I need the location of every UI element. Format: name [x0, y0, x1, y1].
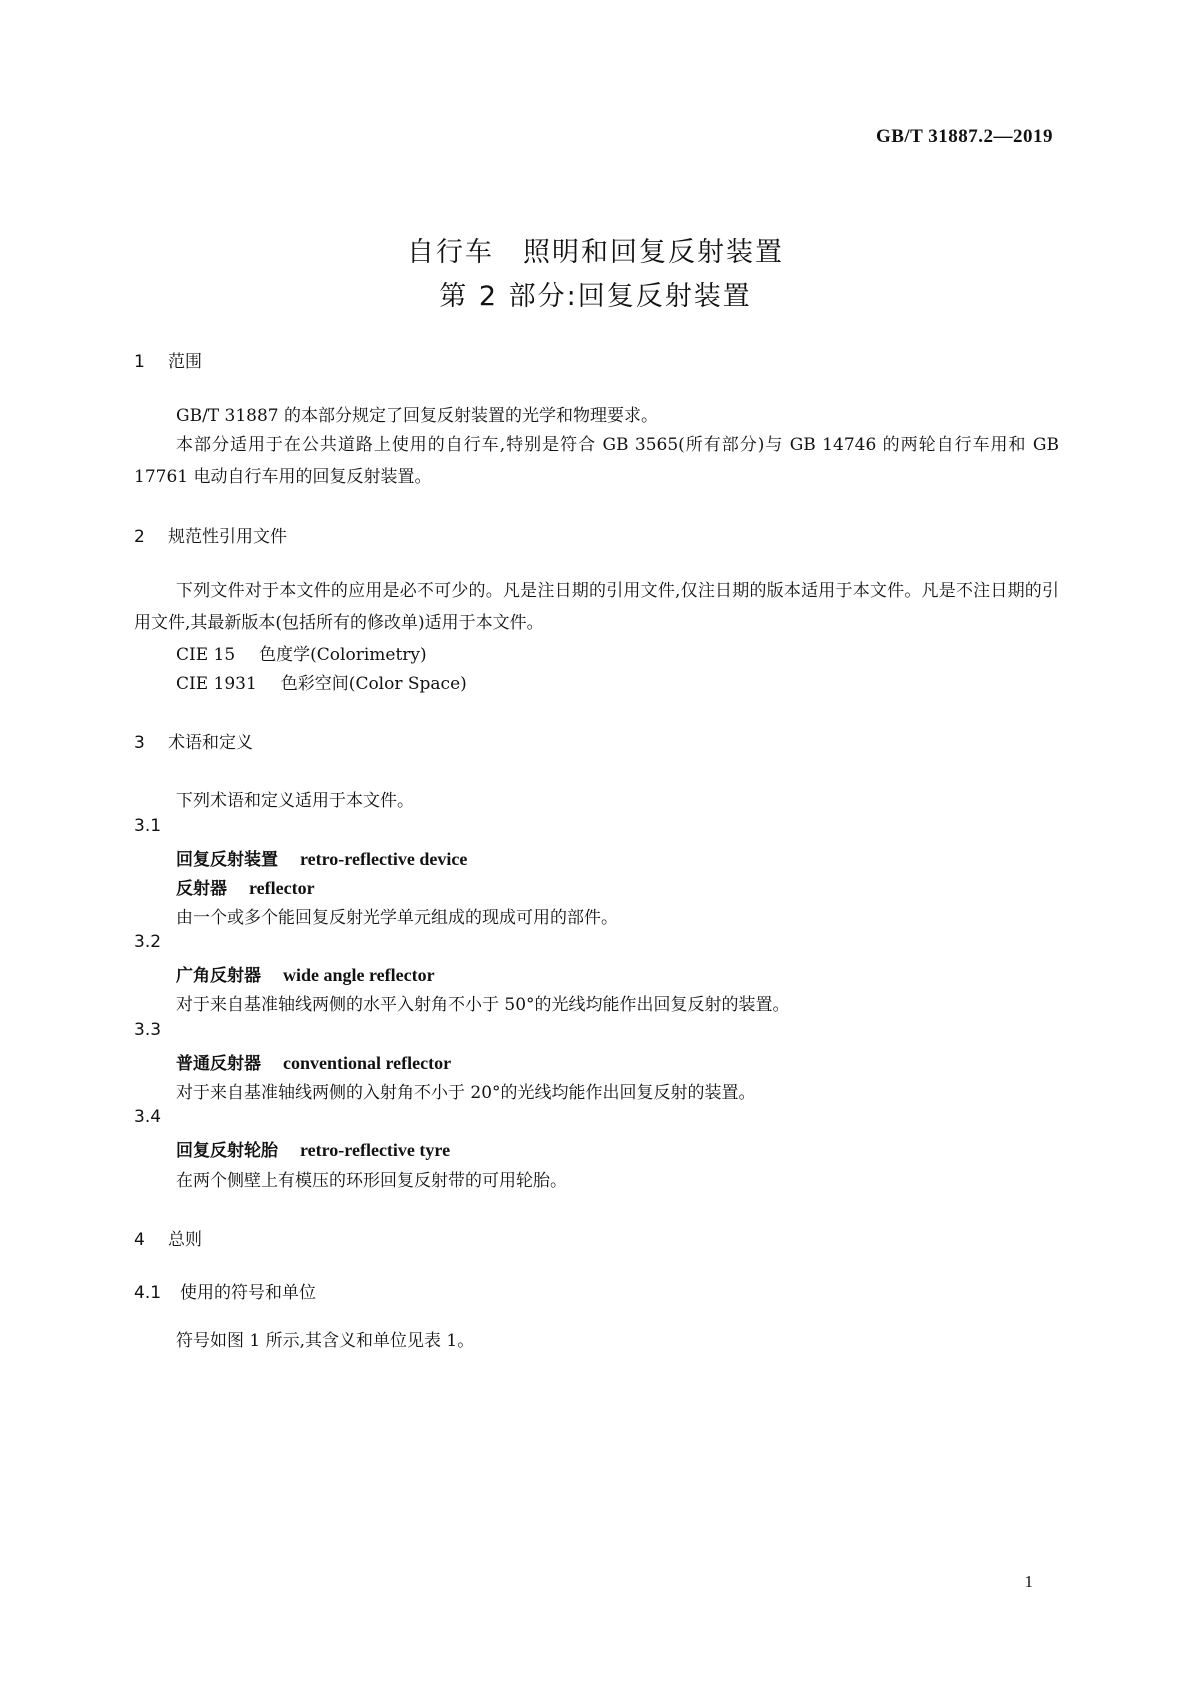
section-1-para-1: GB/T 31887 的本部分规定了回复反射装置的光学和物理要求。 [176, 406, 659, 426]
term-number: 3.1 [134, 816, 162, 836]
term-en: retro-reflective device [300, 849, 468, 869]
term-en: conventional reflector [283, 1053, 452, 1073]
section-1-para-2: 本部分适用于在公共道路上使用的自行车,特别是符合 GB 3565(所有部分)与 GB 14746 的两轮自行车用和 GB 17761 电动自行车用的回复反射装置。 [134, 435, 1059, 487]
term-definition: 对于来自基准轴线两侧的水平入射角不小于 50°的光线均能作出回复反射的装置。 [176, 995, 790, 1015]
term-alias [176, 874, 315, 899]
reference-title: 色度学(Colorimetry) [259, 645, 427, 665]
reference-code: CIE 15 [176, 645, 236, 665]
document-title-line1: 自行车 照明和回复反射装置 [407, 237, 784, 268]
reference-item [176, 669, 467, 694]
term-zh: 回复反射装置 [176, 850, 278, 870]
term-number: 3.2 [134, 932, 162, 952]
term-alias-zh: 反射器 [176, 879, 227, 899]
document-title-line2: 第 2 部分:回复反射装置 [439, 281, 752, 312]
term-entry [176, 1049, 451, 1074]
term-en: wide angle reflector [283, 965, 435, 985]
term-zh: 普通反射器 [176, 1054, 261, 1074]
term-entry [176, 1136, 450, 1161]
reference-title: 色彩空间(Color Space) [280, 674, 467, 694]
section-2-para-1: 下列文件对于本文件的应用是必不可少的。凡是注日期的引用文件,仅注日期的版本适用于本文件。凡是不注日期的引用文件,其最新版本(包括所有的修改单)适用于本文件。 [134, 581, 1059, 633]
term-definition: 对于来自基准轴线两侧的入射角不小于 20°的光线均能作出回复反射的装置。 [176, 1083, 756, 1103]
subsection-number: 4.1 [134, 1283, 162, 1303]
section-3-intro: 下列术语和定义适用于本文件。 [176, 791, 414, 811]
section-4-heading [134, 1225, 202, 1250]
section-number: 3 [134, 733, 145, 753]
term-definition: 由一个或多个能回复反射光学单元组成的现成可用的部件。 [176, 908, 618, 928]
section-title: 范围 [168, 352, 202, 372]
term-definition: 在两个侧壁上有模压的环形回复反射带的可用轮胎。 [176, 1171, 567, 1191]
subsection-4-1-para: 符号如图 1 所示,其含义和单位见表 1。 [176, 1331, 475, 1351]
term-entry [176, 961, 435, 986]
term-zh: 广角反射器 [176, 966, 261, 986]
section-3-heading [134, 728, 253, 753]
section-2-heading [134, 522, 287, 547]
term-en: retro-reflective tyre [300, 1140, 451, 1160]
section-title: 术语和定义 [168, 733, 253, 753]
reference-item [176, 640, 427, 665]
subsection-4-1-heading [134, 1278, 316, 1303]
section-title: 规范性引用文件 [168, 527, 287, 547]
reference-code: CIE 1931 [176, 674, 257, 694]
section-number: 4 [134, 1230, 145, 1250]
section-title: 总则 [168, 1230, 202, 1250]
term-alias-en: reflector [249, 878, 315, 898]
term-zh: 回复反射轮胎 [176, 1141, 278, 1161]
section-number: 2 [134, 527, 145, 547]
page-number: 1 [1024, 1572, 1033, 1591]
term-entry [176, 845, 467, 870]
section-number: 1 [134, 352, 145, 372]
term-number: 3.4 [134, 1107, 162, 1127]
term-number: 3.3 [134, 1020, 162, 1040]
section-1-heading [134, 347, 202, 372]
standard-code: GB/T 31887.2—2019 [875, 126, 1053, 147]
subsection-title: 使用的符号和单位 [180, 1283, 316, 1303]
